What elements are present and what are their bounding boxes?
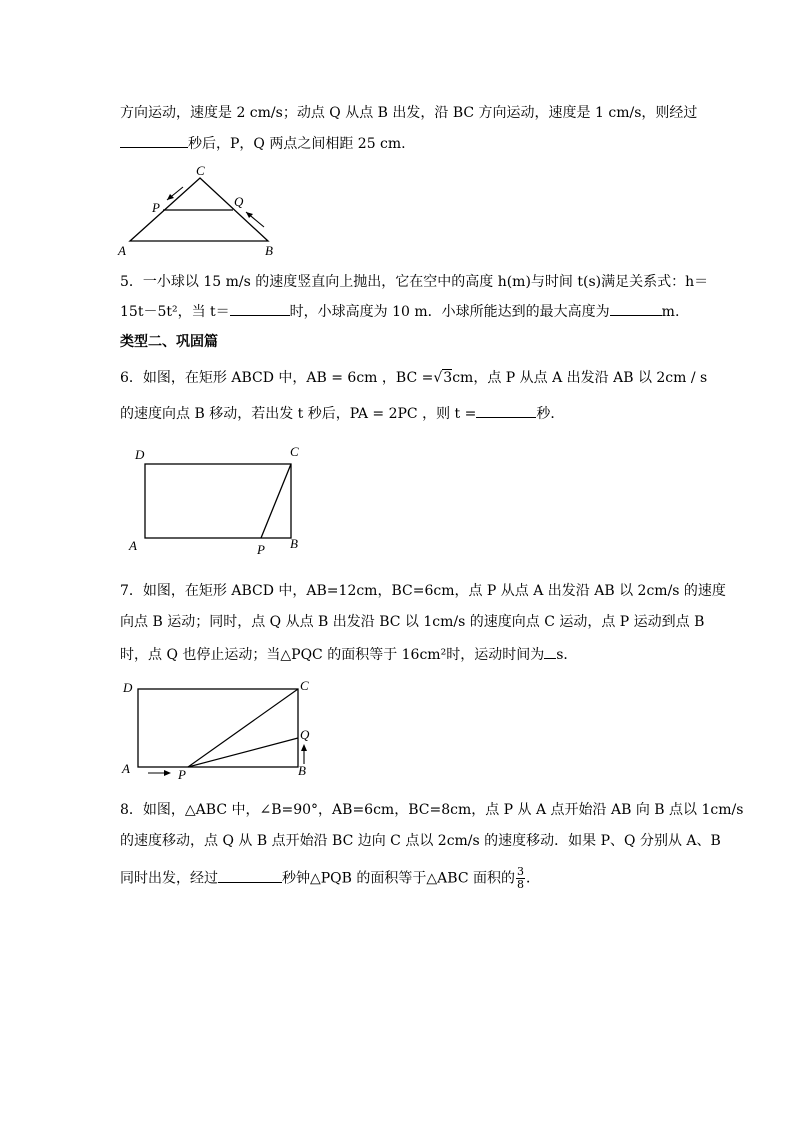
- label-P: P: [152, 200, 160, 215]
- label-A: A: [118, 243, 126, 258]
- fraction-denominator: 8: [517, 878, 524, 891]
- label-D: D: [123, 680, 133, 695]
- p6-line2-b: 秒．: [536, 406, 565, 422]
- p7-text-line2: 向点 B 运动；同时，点 Q 从点 B 出发沿 BC 以 1cm/s 的速度向点 C 运动，点 P 运动到点 B: [120, 614, 705, 630]
- p8-text-line3: [120, 866, 540, 891]
- label-Q: Q: [300, 727, 310, 742]
- p7-text-line3: [120, 644, 577, 665]
- label-D: D: [135, 447, 145, 462]
- p6-line2-a: 的速度向点 B 移动，若出发 t 秒后，PA = 2PC ，则 t =: [120, 406, 477, 422]
- answer-blank: [476, 403, 536, 418]
- p4-text-line2: [120, 133, 406, 154]
- p4-text-line1: 方向运动，速度是 2 cm/s；动点 Q 从点 B 出发，沿 BC 方向运动，速度是 1 cm/s，则经过: [120, 105, 698, 121]
- p8-line3-a: 同时出发，经过: [120, 870, 218, 887]
- p8-text-line1: 8．如图，△ABC 中，∠B=90°，AB=6cm，BC=8cm，点 P 从 A 点开始沿 AB 向 B 点以 1cm/s: [120, 802, 744, 818]
- label-Q: Q: [234, 194, 244, 209]
- answer-blank: [218, 868, 282, 883]
- p6-line1-a: 6．如图，在矩形 ABCD 中，AB = 6cm ，BC =: [120, 370, 434, 386]
- p4-line2-text: 秒后，P，Q 两点之间相距 25 cm.: [188, 136, 406, 152]
- p5-text-line2: [120, 301, 679, 322]
- label-P: P: [178, 767, 186, 782]
- answer-blank: [230, 301, 290, 316]
- answer-blank: [610, 301, 662, 316]
- label-C: C: [196, 163, 205, 178]
- answer-blank: [544, 644, 556, 659]
- p4-triangle-figure: [110, 160, 290, 260]
- p5-text-line1: 5．一小球以 15 m/s 的速度竖直向上抛出，它在空中的高度 h(m)与时间 t(s)满足关系式：h＝: [120, 274, 709, 290]
- p7-text-line1: 7．如图，在矩形 ABCD 中，AB=12cm，BC=6cm，点 P 从点 A 出发沿 AB 以 2cm/s 的速度: [120, 583, 726, 599]
- p8-line3-b: 秒钟△PQB 的面积等于△ABC 面积的: [282, 870, 515, 887]
- label-C: C: [300, 678, 309, 693]
- answer-blank: [120, 133, 188, 148]
- p6-text-line1: 6．如图，在矩形 ABCD 中，AB = 6cm ，BC =√3cm，点 P 从点 A 出发沿 AB 以 2cm / s: [120, 370, 708, 386]
- label-B: B: [265, 243, 273, 258]
- sqrt-value: 3: [443, 370, 453, 386]
- p8-text-line2: 的速度移动，点 Q 从 B 点开始沿 BC 边向 C 点以 2cm/s 的速度移动．如果 P、Q 分别从 A、B: [120, 833, 721, 849]
- p6-line1-b: cm，点 P 从点 A 出发沿 AB 以 2cm / s: [452, 370, 708, 386]
- label-C: C: [290, 444, 299, 459]
- p6-text-line2: [120, 403, 564, 424]
- p7-line3-a: 时，点 Q 也停止运动；当△PQC 的面积等于 16cm²时，运动时间为: [120, 647, 545, 663]
- label-P: P: [257, 542, 265, 557]
- p7-rectangle-figure: [118, 675, 328, 785]
- p8-line3-c: ．: [526, 870, 540, 887]
- label-A: A: [129, 538, 137, 553]
- fraction: [516, 866, 525, 891]
- p5-line2-a: 15t－5t²，当 t＝: [120, 304, 230, 320]
- label-A: A: [122, 761, 130, 776]
- label-B: B: [298, 763, 306, 778]
- fraction-numerator: 3: [517, 865, 524, 878]
- label-B: B: [290, 536, 298, 551]
- p5-line2-b: 时，小球高度为 10 m．小球所能达到的最大高度为: [289, 304, 610, 320]
- p6-rectangle-figure: [125, 440, 315, 560]
- p7-line3-b: s．: [556, 647, 578, 663]
- p5-line2-c: m.: [661, 304, 680, 320]
- section-heading: 类型二、巩固篇: [120, 334, 218, 350]
